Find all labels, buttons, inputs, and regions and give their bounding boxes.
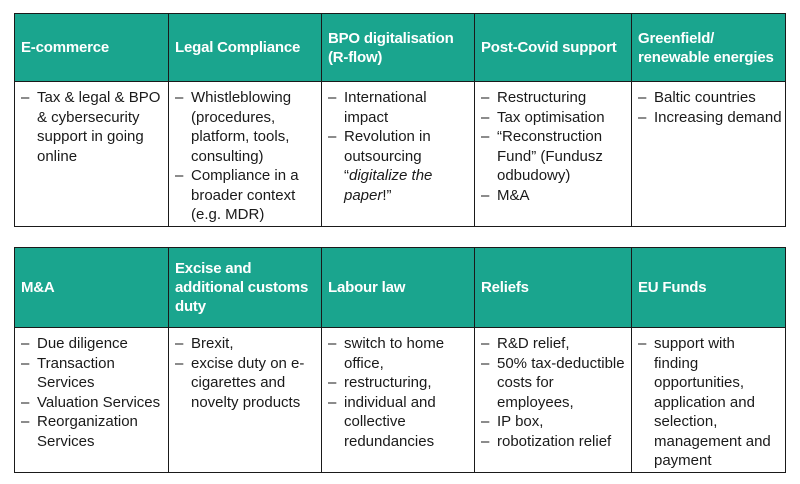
bullet-list bbox=[638, 334, 783, 471]
content-row bbox=[15, 328, 786, 473]
bullet-list bbox=[481, 334, 629, 451]
bullet-list bbox=[638, 88, 783, 127]
list-item: – IP box, bbox=[481, 412, 629, 432]
list-item: – Valuation Services bbox=[21, 393, 166, 413]
list-item: – Increasing demand bbox=[638, 108, 783, 128]
header-legal-compliance: Legal Compliance bbox=[169, 14, 322, 82]
header-bpo-digitalisation: BPO digitalisation (R-flow) bbox=[322, 14, 475, 82]
list-item: – Compliance in a broader context (e.g. MDR) bbox=[175, 166, 319, 225]
cell-m-and-a bbox=[15, 328, 169, 473]
list-item: – M&A bbox=[481, 186, 629, 206]
bullet-list bbox=[175, 334, 319, 412]
bullet-list bbox=[328, 334, 472, 451]
bullet-list bbox=[328, 88, 472, 205]
cell-labour-law bbox=[322, 328, 475, 473]
list-item: – Whistleblowing (procedures, platform, tools, consulting) bbox=[175, 88, 319, 166]
header-labour-law: Labour law bbox=[322, 248, 475, 328]
header-greenfield-renewable: Greenfield/ renewable energies bbox=[632, 14, 786, 82]
services-table-bottom bbox=[14, 247, 786, 473]
item-emphasis: digitalize the paper bbox=[344, 167, 433, 204]
bullet-list bbox=[481, 88, 629, 205]
header-post-covid-support: Post-Covid support bbox=[475, 14, 632, 82]
list-item: – switch to home office, bbox=[328, 334, 472, 373]
list-item: – support with finding opportunities, application and selection, management and payment bbox=[638, 334, 783, 471]
services-table-top bbox=[14, 13, 786, 227]
cell-eu-funds bbox=[632, 328, 786, 473]
header-m-and-a: M&A bbox=[15, 248, 169, 328]
item-text-end: !” bbox=[382, 186, 392, 204]
list-item: – Brexit, bbox=[175, 334, 319, 354]
cell-bpo-digitalisation bbox=[322, 82, 475, 227]
content-row bbox=[15, 82, 786, 227]
list-item: – 50% tax-deductible costs for employees, bbox=[481, 354, 629, 413]
list-item: – Reorganization Services bbox=[21, 412, 166, 451]
cell-ecommerce bbox=[15, 82, 169, 227]
list-item: – robotization relief bbox=[481, 432, 629, 452]
list-item: – R&D relief, bbox=[481, 334, 629, 354]
list-item: – restructuring, bbox=[328, 373, 472, 393]
bullet-list bbox=[21, 334, 166, 451]
cell-legal-compliance bbox=[169, 82, 322, 227]
header-eu-funds: EU Funds bbox=[632, 248, 786, 328]
cell-post-covid-support bbox=[475, 82, 632, 227]
bullet-list bbox=[21, 88, 166, 166]
cell-excise-customs bbox=[169, 328, 322, 473]
header-row bbox=[15, 248, 786, 328]
cell-reliefs bbox=[475, 328, 632, 473]
list-item: – Due diligence bbox=[21, 334, 166, 354]
cell-greenfield-renewable bbox=[632, 82, 786, 227]
item-text: Revolution in outsourcing “ bbox=[344, 128, 431, 184]
header-reliefs: Reliefs bbox=[475, 248, 632, 328]
list-item: – Baltic countries bbox=[638, 88, 783, 108]
list-item: – individual and collective redundancies bbox=[328, 393, 472, 452]
list-item: – Transaction Services bbox=[21, 354, 166, 393]
list-item bbox=[328, 127, 472, 205]
header-row bbox=[15, 14, 786, 82]
header-excise-customs: Excise and additional customs duty bbox=[169, 248, 322, 328]
list-item: – Tax & legal & BPO & cybersecurity support in going online bbox=[21, 88, 166, 166]
bullet-list bbox=[175, 88, 319, 225]
list-item: – International impact bbox=[328, 88, 472, 127]
list-item: – Restructuring bbox=[481, 88, 629, 108]
list-item: – “Reconstruction Fund” (Fundusz odbudowy) bbox=[481, 127, 629, 186]
header-ecommerce: E-commerce bbox=[15, 14, 169, 82]
list-item: – Tax optimisation bbox=[481, 108, 629, 128]
list-item: – excise duty on e-cigarettes and novelty products bbox=[175, 354, 319, 413]
